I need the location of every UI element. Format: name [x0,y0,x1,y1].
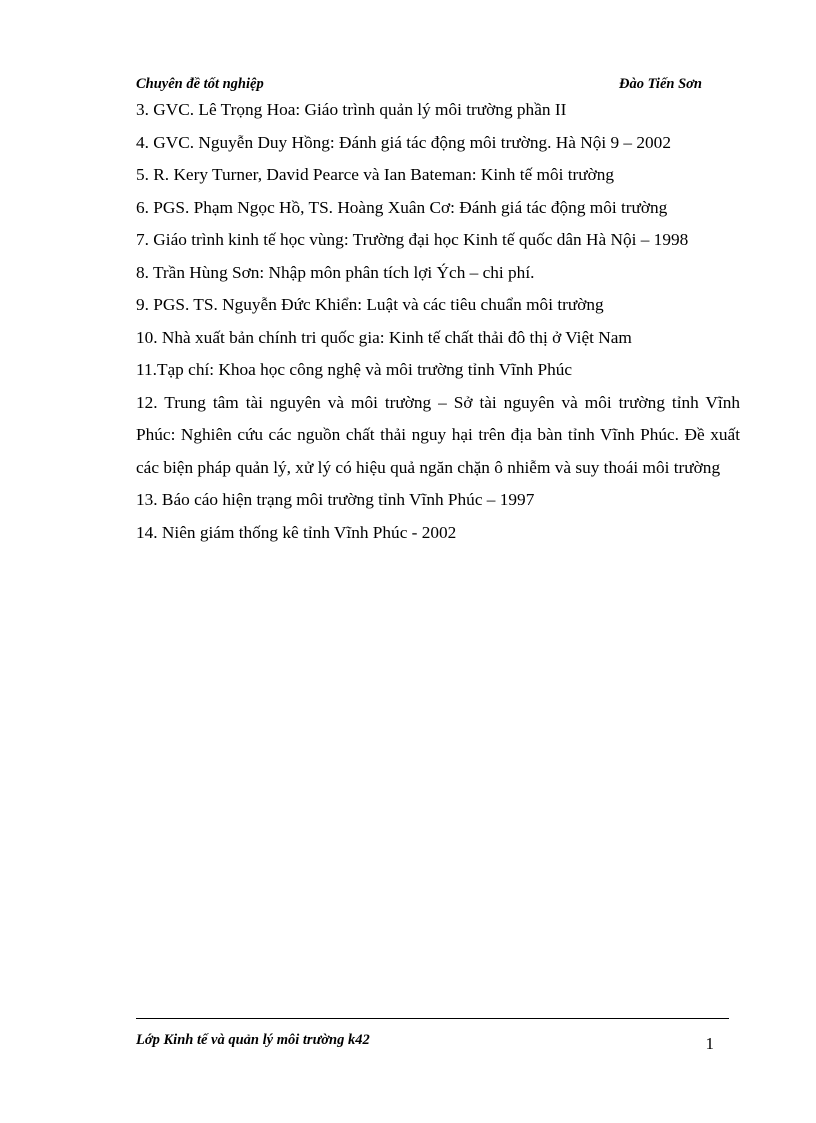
reference-item: 12. Trung tâm tài nguyên và môi trường – Sở tài nguyên và môi trường tỉnh Vĩnh Phúc: Nghiên cứu các nguồn chất thải nguy hại trên địa bàn tỉnh Vĩnh Phúc. Đề xuất các biện pháp quản lý, xử lý có hiệu quả ngăn chặn ô nhiễm và suy thoái môi trường [136,392,740,477]
reference-list [136,94,740,549]
header-author: Đào Tiến Sơn [619,76,702,92]
reference-item: 14. Niên giám thống kê tỉnh Vĩnh Phúc - 2002 [136,522,457,542]
reference-item: 7. Giáo trình kinh tế học vùng: Trường đại học Kinh tế quốc dân Hà Nội – 1998 [136,230,689,249]
page-footer [136,1032,714,1054]
reference-item: 4. GVC. Nguyễn Duy Hồng: Đánh giá tác động môi trường. Hà Nội 9 – 2002 [136,132,671,152]
page-number: 1 [705,1034,714,1053]
reference-item: 9. PGS. TS. Nguyễn Đức Khiển: Luật và các tiêu chuẩn môi trường [136,295,604,314]
footer-class-name: Lớp Kinh tế và quản lý môi trường k42 [136,1032,370,1048]
reference-item: 11.Tạp chí: Khoa học công nghệ và môi trường tỉnh Vĩnh Phúc [136,360,573,379]
reference-item: 6. PGS. Phạm Ngọc Hồ, TS. Hoàng Xuân Cơ: Đánh giá tác động môi trường [136,197,668,217]
header-topic: Chuyên đề tốt nghiệp [136,76,264,92]
reference-item: 5. R. Kery Turner, David Pearce và Ian Bateman: Kinh tế môi trường [136,165,615,184]
footer-divider [136,1018,729,1019]
reference-item: 3. GVC. Lê Trọng Hoa: Giáo trình quản lý môi trường phần II [136,100,567,119]
reference-item: 13. Báo cáo hiện trạng môi trường tỉnh Vĩnh Phúc – 1997 [136,490,535,509]
page-header [136,76,702,96]
reference-item: 8. Trần Hùng Sơn: Nhập môn phân tích lợi Ých – chi phí. [136,262,535,282]
reference-item: 10. Nhà xuất bản chính tri quốc gia: Kinh tế chất thải đô thị ở Việt Nam [136,327,632,347]
